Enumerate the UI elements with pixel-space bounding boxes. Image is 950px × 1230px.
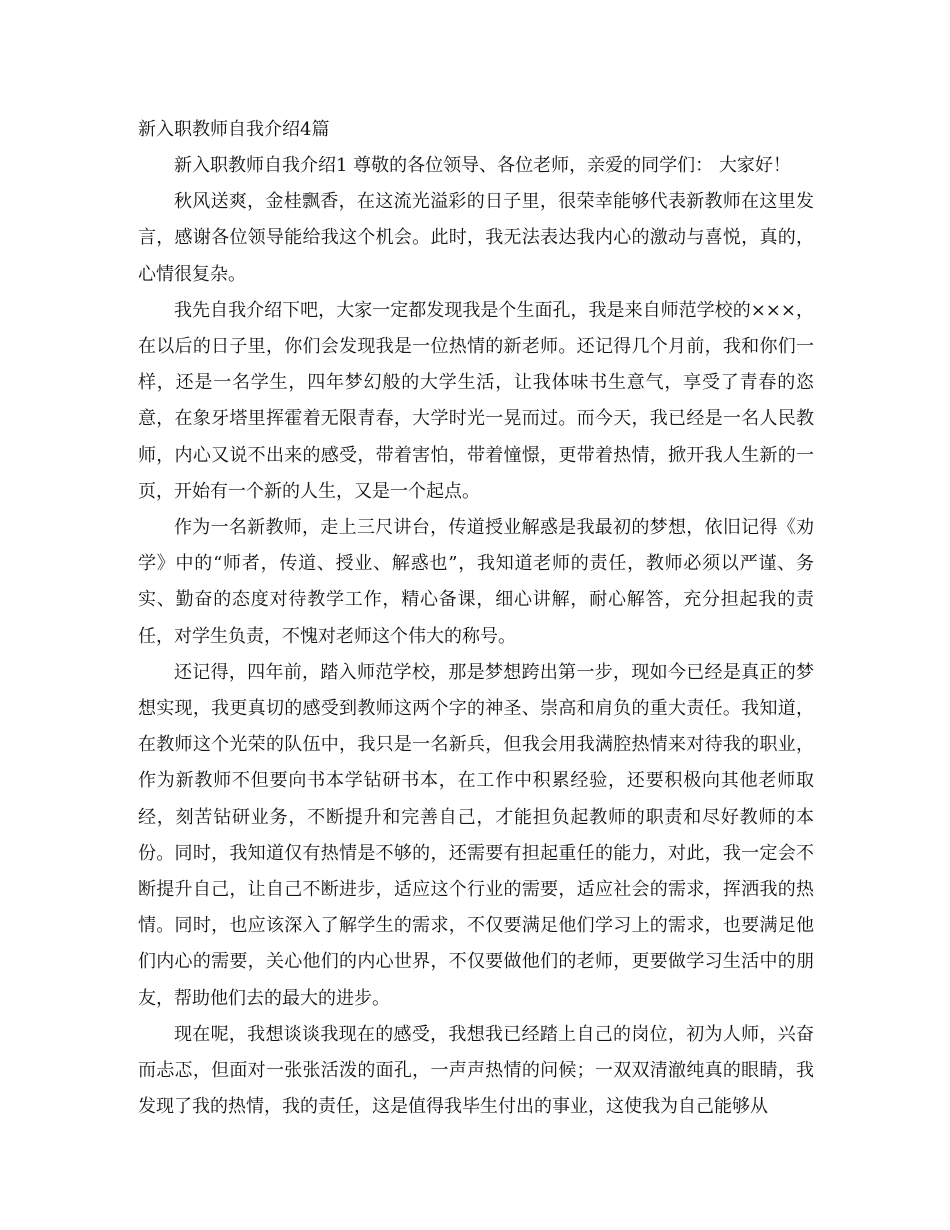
paragraph-greeting: 新入职教师自我介绍1 尊敬的各位领导、各位老师，亲爱的同学们： 大家好！ bbox=[174, 155, 791, 176]
document-title: 新入职教师自我介绍4篇 bbox=[138, 119, 330, 140]
document-body bbox=[138, 112, 814, 1125]
paragraph-self-introduction: 我先自我介绍下吧，大家一定都发现我是个生面孔，我是来自师范学校的×××，在以后的日子里，你们会发现我是一位热情的新老师。还记得几个月前，我和你们一样，还是一名学生，四年梦幻般的大学生活，让我体味书生意气，享受了青春的恣意，在象牙塔里挥霍着无限青春，大学时光一晃而过。而今天，我已经是一名人民教师，内心又说不出来的感受，带着害怕，带着憧憬，更带着热情，掀开我人生新的一页，开始有一个新的人生，又是一个起点。 bbox=[138, 299, 814, 502]
paragraph-teacher-duty: 作为一名新教师，走上三尺讲台，传道授业解惑是我最初的梦想，依旧记得《劝学》中的“师者，传道、授业、解惑也”，我知道老师的责任，教师必须以严谨、务实、勤奋的态度对待教学工作，精心备课，细心讲解，耐心解答，充分担起我的责任，对学生负责，不愧对老师这个伟大的称号。 bbox=[138, 517, 814, 647]
paragraph-current-feelings: 现在呢，我想谈谈我现在的感受，我想我已经踏上自己的岗位，初为人师，兴奋而忐忑，但面对一张张活泼的面孔，一声声热情的问候；一双双清澈纯真的眼睛，我发现了我的热情，我的责任，这是值得我毕生付出的事业，这使我为自己能够从 bbox=[138, 1023, 814, 1118]
paragraph-dream-realized: 还记得，四年前，踏入师范学校，那是梦想跨出第一步，现如今已经是真正的梦想实现，我更真切的感受到教师这两个字的神圣、崇高和肩负的重大责任。我知道，在教师这个光荣的队伍中，我只是一名新兵，但我会用我满腔热情来对待我的职业，作为新教师不但要向书本学钻研书本，在工作中积累经验，还要积极向其他老师取经，刻苦钻研业务，不断提升和完善自己，才能担负起教师的职责和尽好教师的本份。同时，我知道仅有热情是不够的，还需要有担起重任的能力，对此，我一定会不断提升自己，让自己不断进步，适应这个行业的需要，适应社会的需求，挥洒我的热情。同时，也应该深入了解学生的需求，不仅要满足他们学习上的需求，也要满足他们内心的需要，关心他们的内心世界，不仅要做他们的老师，更要做学习生活中的朋友，帮助他们去的最大的进步。 bbox=[138, 661, 814, 1009]
paragraph-opening: 秋风送爽，金桂飘香，在这流光溢彩的日子里，很荣幸能够代表新教师在这里发言，感谢各位领导能给我这个机会。此时，我无法表达我内心的激动与喜悦，真的，心情很复杂。 bbox=[138, 191, 814, 285]
